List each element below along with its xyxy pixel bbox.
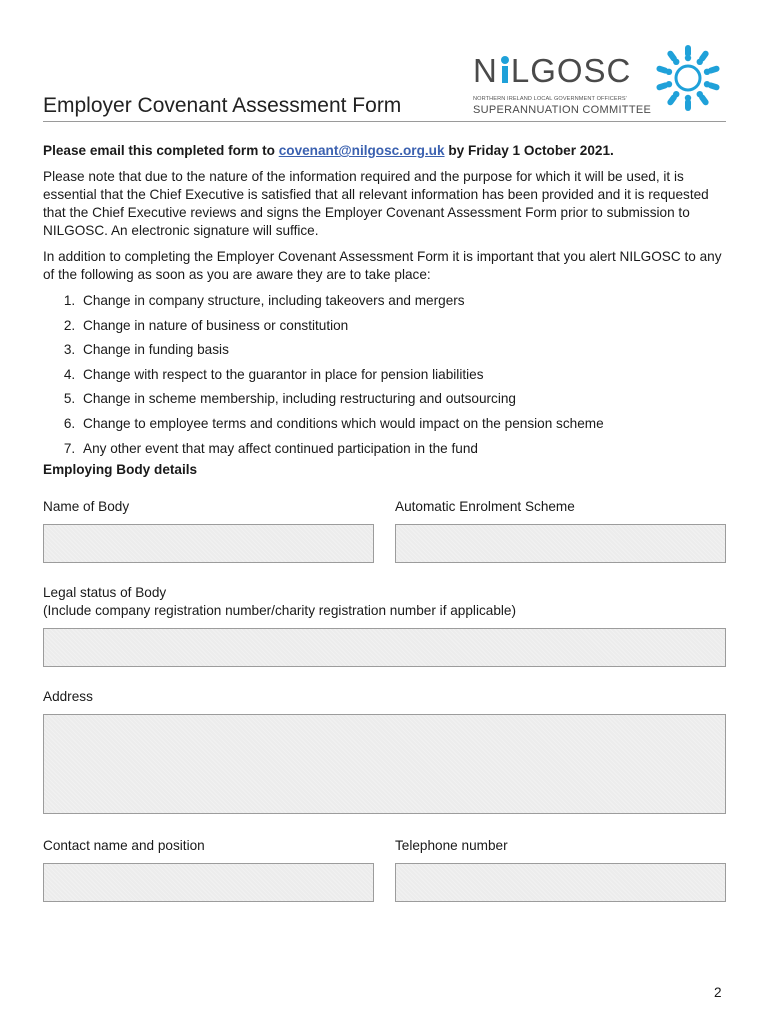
logo-subtitle-large: SUPERANNUATION COMMITTEE — [473, 104, 652, 116]
logo-person-figure — [670, 54, 679, 65]
page-number: 2 — [714, 985, 722, 1000]
contact-field[interactable] — [43, 863, 374, 902]
logo-wordmark — [473, 54, 631, 87]
list-item: 3. Change in funding basis — [79, 341, 733, 359]
list-item: 7. Any other event that may affect continued participation in the fund — [79, 440, 733, 458]
logo-word-left: N — [473, 52, 498, 89]
logo-i-figure-icon — [498, 58, 511, 82]
legal-status-hint: (Include company registration number/charity registration number if applicable) — [43, 603, 516, 618]
telephone-field[interactable] — [395, 863, 726, 902]
logo-person-figure — [704, 69, 717, 75]
auto-enrolment-field[interactable] — [395, 524, 726, 563]
auto-enrolment-label: Automatic Enrolment Scheme — [395, 499, 575, 514]
email-link[interactable]: covenant@nilgosc.org.uk — [278, 143, 445, 158]
list-item: 5. Change in scheme membership, including restructuring and outsourcing — [79, 390, 733, 408]
alert-intro: In addition to completing the Employer Covenant Assessment Form it is important that you alert NILGOSC to any of the following as soon as you are aware they are to take place: — [43, 249, 722, 282]
list-item: 2. Change in nature of business or constitution — [79, 317, 733, 335]
logo-person-figure — [685, 95, 691, 108]
events-list — [43, 292, 733, 458]
address-label: Address — [43, 689, 93, 704]
logo-person-figure — [697, 91, 706, 102]
logo-person-figure — [659, 69, 672, 75]
list-item: 6. Change to employee terms and conditions which would impact on the pension scheme — [79, 415, 733, 433]
nilgosc-logo — [470, 40, 730, 120]
logo-person-figure — [704, 81, 717, 87]
telephone-label: Telephone number — [395, 838, 508, 853]
instructions — [43, 142, 733, 464]
email-instruction: Please email this completed form to covenant@nilgosc.org.uk by Friday 1 October 2021. — [43, 143, 614, 158]
logo-person-figure — [670, 91, 679, 102]
title-divider — [43, 121, 726, 122]
logo-subtitle-small: NORTHERN IRELAND LOCAL GOVERNMENT OFFICERS' — [473, 96, 627, 102]
logo-person-figure — [685, 48, 691, 61]
list-item: 4. Change with respect to the guarantor in place for pension liabilities — [79, 366, 733, 384]
signature-note: Please note that due to the nature of the information required and the purpose for which it will be used, it is essential that the Chief Executive is satisfied that all relevant information has been provided and it is requested that the Chief Executive reviews and signs the Employer Covenant Assessment Form prior to submission to NILGOSC. An electronic signature will suffice. — [43, 169, 709, 238]
legal-status-field[interactable] — [43, 628, 726, 667]
contact-label: Contact name and position — [43, 838, 205, 853]
people-circle-icon — [648, 40, 728, 116]
logo-person-figure — [659, 81, 672, 87]
name-of-body-label: Name of Body — [43, 499, 130, 514]
address-field[interactable] — [43, 714, 726, 814]
logo-person-figure — [697, 54, 706, 65]
list-item: 1. Change in company structure, including takeovers and mergers — [79, 292, 733, 310]
page-title: Employer Covenant Assessment Form — [43, 94, 402, 117]
legal-status-label: Legal status of Body — [43, 585, 167, 600]
logo-word-right: LGOSC — [510, 52, 632, 89]
name-of-body-field[interactable] — [43, 524, 374, 563]
section-heading: Employing Body details — [43, 462, 198, 477]
